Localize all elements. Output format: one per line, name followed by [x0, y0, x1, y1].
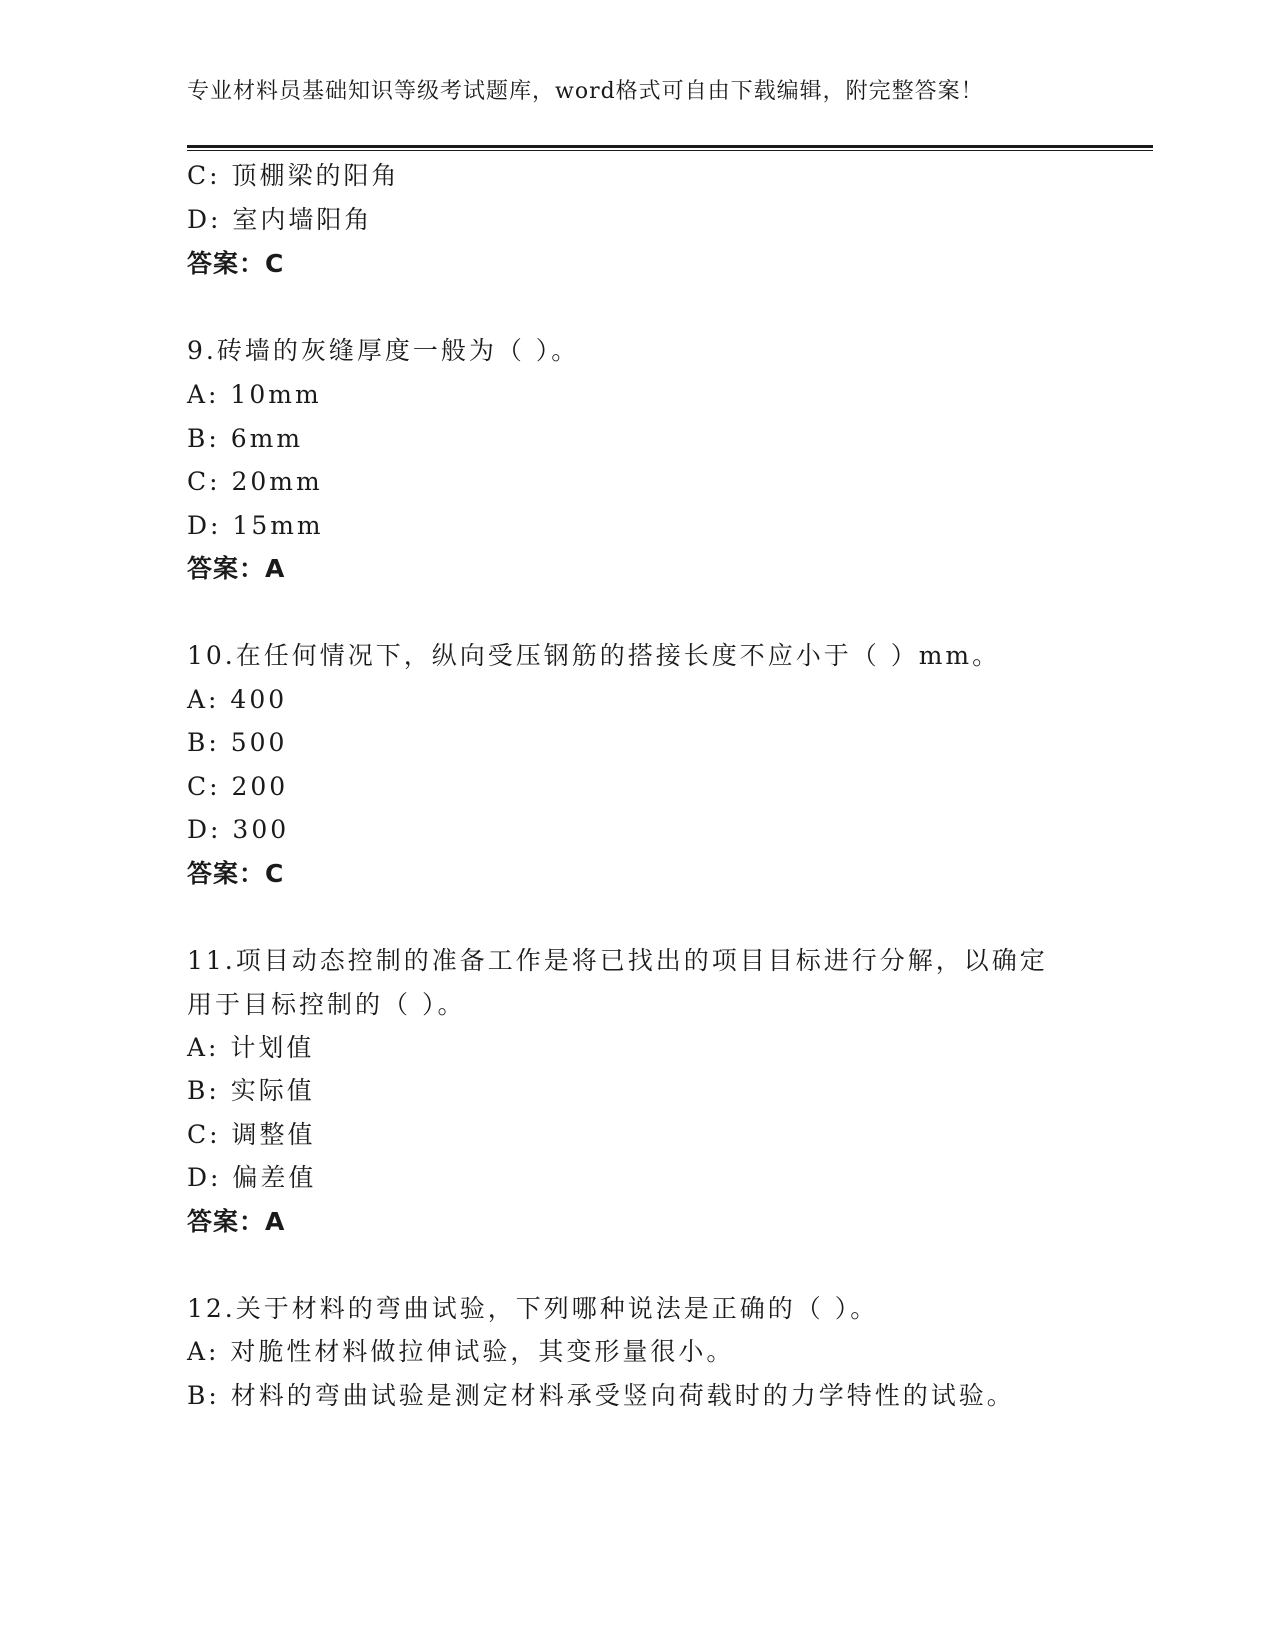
option-d: D: 室内墙阳角 [187, 205, 373, 234]
option-d: D: 15mm [187, 511, 324, 540]
option-d: D: 偏差值 [187, 1163, 317, 1192]
option-a: A: 400 [187, 685, 288, 714]
option-a: A: 计划值 [187, 1033, 315, 1062]
answer-line: 答案：C [187, 249, 285, 278]
header-rule-thick [187, 145, 1153, 148]
option-c: C: 20mm [187, 467, 323, 496]
option-c: C: 顶棚梁的阳角 [187, 161, 400, 190]
option-b: B: 实际值 [187, 1076, 315, 1105]
question-stem-continued: 用于目标控制的（ ）。 [187, 990, 466, 1019]
header-rule-thin [187, 150, 1153, 151]
option-a: A: 对脆性材料做拉伸试验，其变形量很小。 [187, 1337, 735, 1366]
answer-line: 答案：A [187, 554, 286, 583]
option-b: B: 材料的弯曲试验是测定材料承受竖向荷载时的力学特性的试验。 [187, 1381, 1015, 1410]
page-header: 专业材料员基础知识等级考试题库，word格式可自由下载编辑，附完整答案！ [187, 79, 984, 104]
question-stem: 10.在任何情况下，纵向受压钢筋的搭接长度不应小于（ ）mm。 [187, 641, 1001, 670]
option-b: B: 500 [187, 728, 288, 757]
option-b: B: 6mm [187, 424, 304, 453]
answer-line: 答案：C [187, 859, 285, 888]
option-c: C: 调整值 [187, 1120, 316, 1149]
option-a: A: 10mm [187, 380, 322, 409]
option-c: C: 200 [187, 772, 289, 801]
question-stem: 12.关于材料的弯曲试验，下列哪种说法是正确的（ ）。 [187, 1294, 879, 1323]
question-stem: 9.砖墙的灰缝厚度一般为（ ）。 [187, 336, 580, 365]
question-stem: 11.项目动态控制的准备工作是将已找出的项目目标进行分解，以确定 [187, 946, 1048, 975]
option-d: D: 300 [187, 815, 290, 844]
answer-line: 答案：A [187, 1207, 286, 1236]
